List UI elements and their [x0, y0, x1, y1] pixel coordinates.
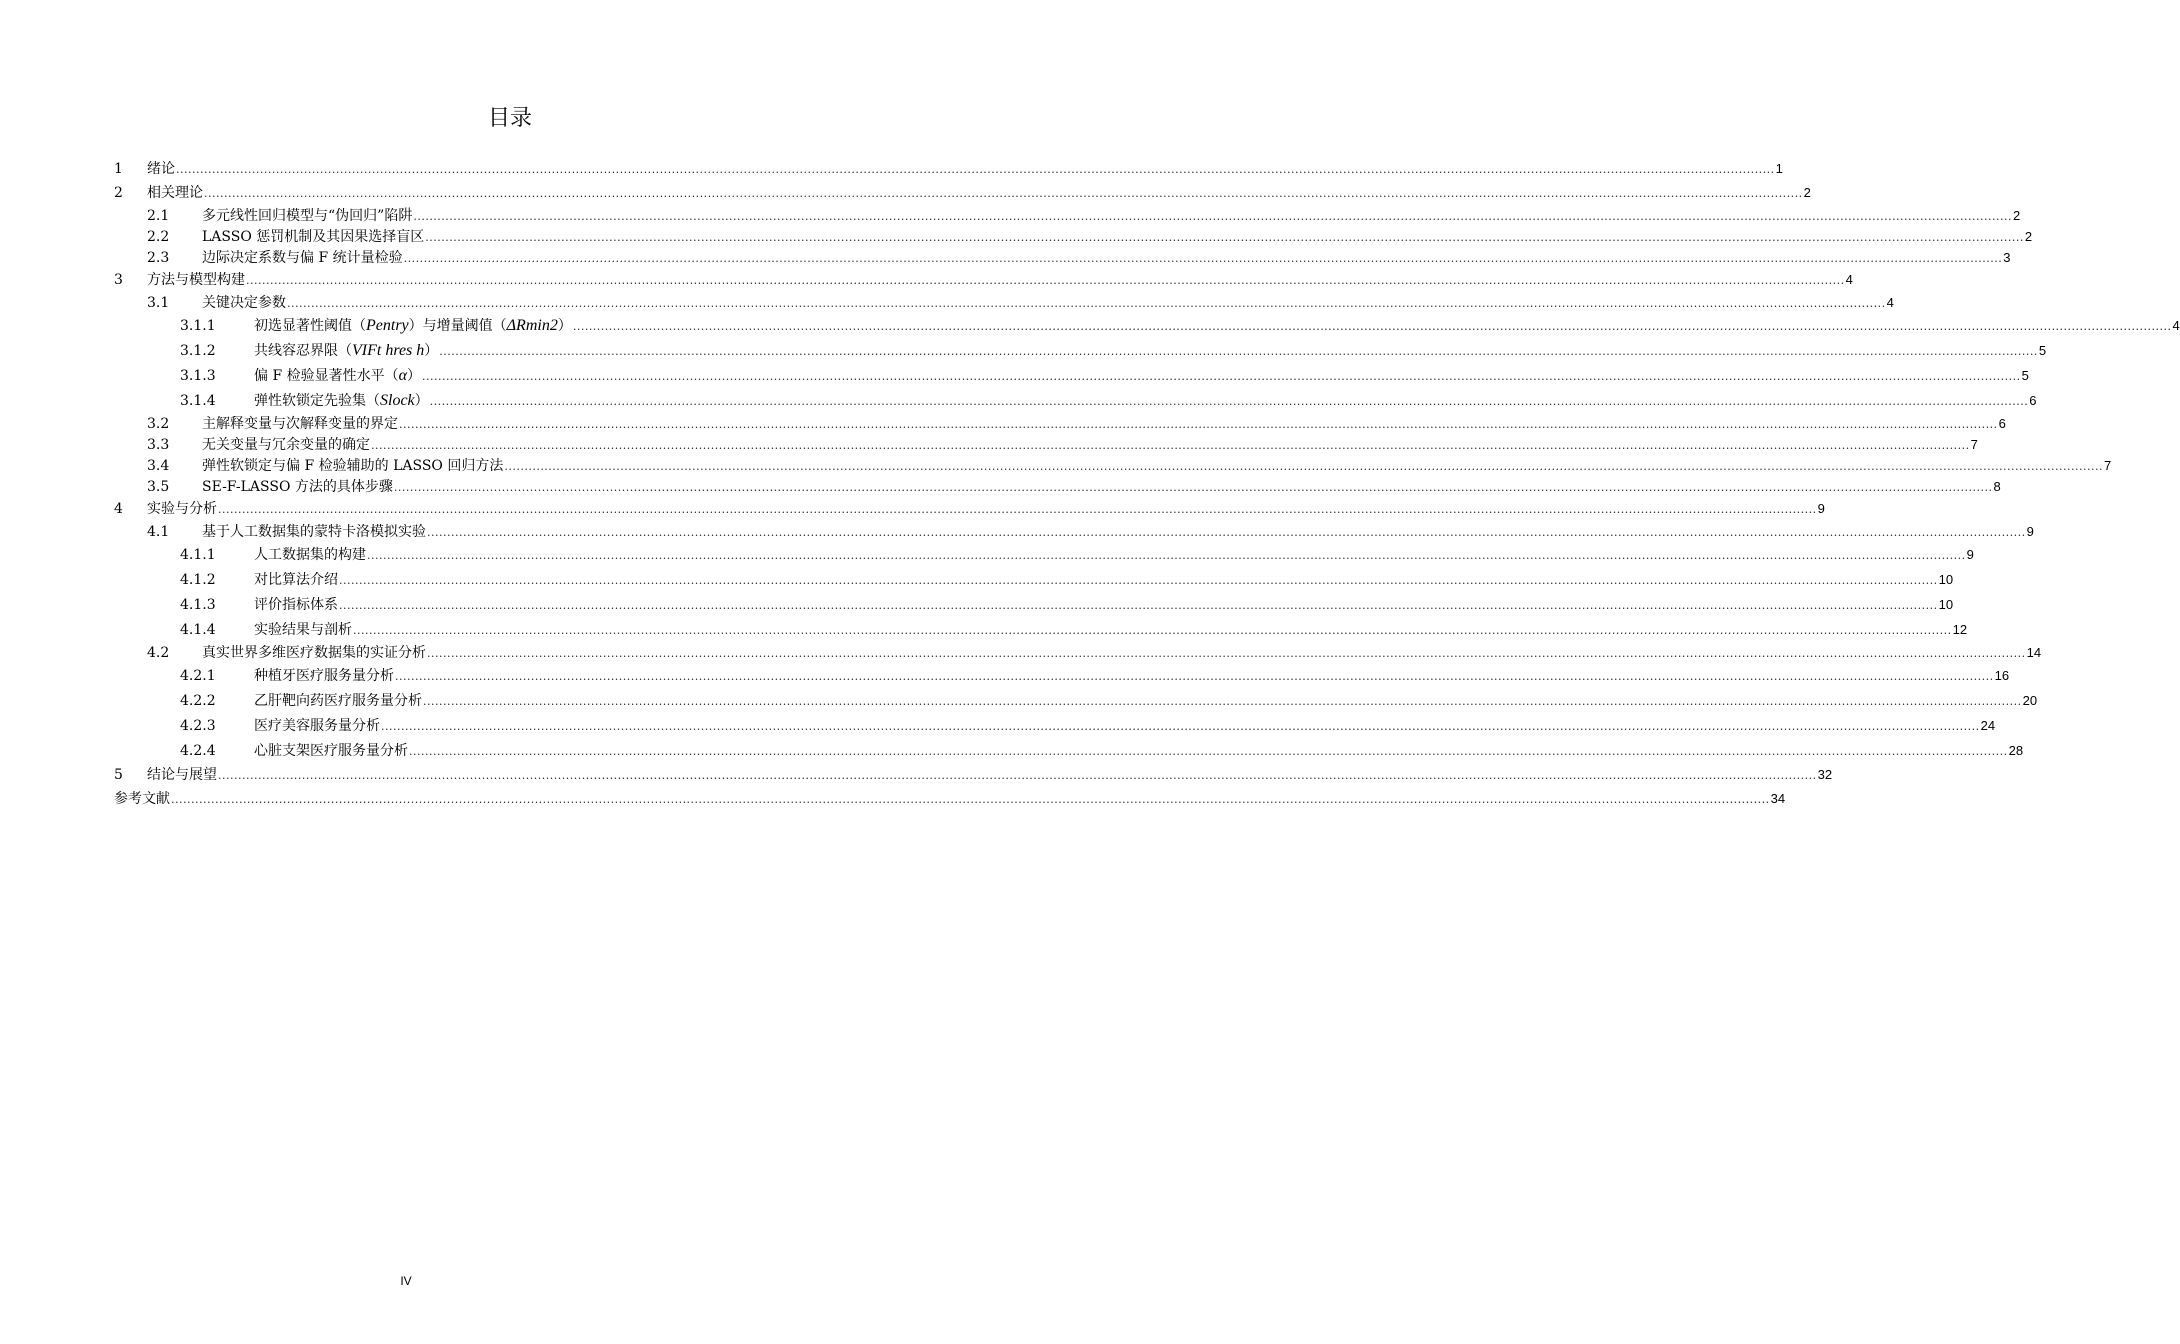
toc-entry-title: 多元线性回归模型与“伪回归”陷阱 — [202, 208, 413, 224]
toc-entry[interactable] — [114, 268, 1853, 292]
toc-entry[interactable] — [114, 476, 2001, 497]
toc-entry-title: 主解释变量与次解释变量的界定 — [202, 416, 398, 432]
toc-page-number: 4 — [2172, 318, 2180, 333]
toc-entry-number: 3 — [114, 272, 123, 288]
toc-entry-title: 实验结果与剖析 — [254, 622, 352, 638]
toc-title-part: 共线容忍界限（ — [254, 343, 352, 359]
toc-page-number: 14 — [2026, 645, 2042, 660]
toc-page-number: 5 — [2038, 343, 2047, 358]
toc-entry[interactable] — [114, 363, 2029, 388]
toc-dot-leader: ................................................................................................................................................................................................................................................................................................................................................................................................................ — [422, 370, 2021, 383]
toc-math-symbol: α — [398, 367, 408, 384]
toc-entry-title: 结论与展望 — [147, 767, 217, 783]
toc-dot-leader: ................................................................................................................................................................................................................................................................................................................................................................................................................ — [439, 345, 2038, 358]
toc-entry[interactable] — [114, 434, 1978, 455]
toc-math-symbol: Pentry — [366, 317, 409, 334]
toc-page-number: 16 — [1994, 668, 2010, 683]
toc-math-symbol: ΔRmin2 — [506, 317, 558, 334]
toc-page-number: 24 — [1980, 718, 1996, 733]
toc-entry-number: 4.2.2 — [180, 693, 216, 709]
toc-entry[interactable] — [114, 688, 2038, 713]
toc-dot-leader: ................................................................................................................................................................................................................................................................................................................................................................................................................ — [171, 793, 1770, 806]
toc-entry-number: 4.2.3 — [180, 718, 216, 734]
toc-page-number: 12 — [1952, 622, 1968, 637]
toc-entry[interactable] — [114, 181, 1811, 205]
toc-dot-leader: ................................................................................................................................................................................................................................................................................................................................................................................................................ — [218, 769, 1817, 782]
toc-page-number: 9 — [2026, 524, 2034, 539]
toc-entry[interactable] — [114, 617, 1968, 642]
toc-entry-title: 医疗美容服务量分析 — [254, 718, 380, 734]
toc-entry[interactable] — [114, 521, 2034, 542]
toc-page-number: 1 — [1775, 161, 1783, 176]
toc-entry-number: 4.1.3 — [180, 597, 216, 613]
toc-entry-title: 方法与模型构建 — [147, 272, 245, 288]
toc-entry-title: 实验与分析 — [147, 501, 217, 517]
toc-entry-title: 弹性软锁定与偏 F 检验辅助的 LASSO 回归方法 — [202, 458, 504, 474]
toc-entry-number: 5 — [114, 767, 123, 783]
toc-entry-number: 3.1.4 — [180, 393, 216, 409]
toc-entry-number: 1 — [114, 161, 123, 177]
toc-entry-number: 3.3 — [147, 437, 170, 453]
toc-title-part: ） — [407, 368, 422, 384]
toc-page-number: 6 — [2029, 393, 2037, 408]
toc-entry-title: 边际决定系数与偏 F 统计量检验 — [202, 250, 403, 266]
toc-dot-leader: ................................................................................................................................................................................................................................................................................................................................................................................................................ — [218, 503, 1817, 516]
toc-entry[interactable] — [114, 542, 1974, 567]
toc-entry-title: 乙肝靶向药医疗服务量分析 — [254, 693, 422, 709]
toc-page-number: 4 — [1845, 272, 1853, 287]
toc-entry[interactable] — [114, 763, 1833, 787]
toc-entry-number: 3.1 — [147, 295, 170, 311]
toc-entry-title — [254, 313, 572, 339]
toc-page-number: 9 — [1966, 547, 1974, 562]
toc-dot-leader: ................................................................................................................................................................................................................................................................................................................................................................................................................ — [395, 670, 1994, 683]
toc-page-number: 2 — [2024, 229, 2033, 244]
toc-entry[interactable] — [114, 642, 2042, 663]
toc-title-part: 偏 F 检验显著性水平（ — [254, 368, 399, 384]
toc-math-symbol: VIFt hres h — [352, 342, 425, 359]
toc-page-number: 3 — [2003, 250, 2011, 265]
toc-entry[interactable] — [114, 413, 2006, 434]
toc-dot-leader: ................................................................................................................................................................................................................................................................................................................................................................................................................ — [287, 297, 1886, 310]
toc-entry[interactable] — [114, 157, 1783, 181]
toc-dot-leader: ................................................................................................................................................................................................................................................................................................................................................................................................................ — [572, 320, 2172, 333]
toc-entry-title: 种植牙医疗服务量分析 — [254, 668, 394, 684]
toc-page-number: 8 — [1993, 479, 2001, 494]
toc-entry-title: 参考文献 — [114, 791, 170, 807]
toc-entry-number: 3.1.2 — [180, 343, 216, 359]
toc-entry-number: 4.2 — [147, 645, 170, 661]
toc-entry-title: 相关理论 — [147, 185, 203, 201]
toc-entry-number: 3.1.3 — [180, 368, 216, 384]
toc-dot-leader: ................................................................................................................................................................................................................................................................................................................................................................................................................ — [425, 231, 2024, 244]
toc-entry-number: 3.4 — [147, 458, 170, 474]
toc-entry[interactable] — [114, 338, 2047, 363]
toc-entry[interactable] — [114, 497, 1825, 521]
toc-entry[interactable] — [114, 713, 1996, 738]
toc-entry-number: 4.2.4 — [180, 743, 216, 759]
toc-dot-leader: ................................................................................................................................................................................................................................................................................................................................................................................................................ — [427, 526, 2026, 539]
toc-page-number: 10 — [1938, 572, 1954, 587]
toc-title-part: ） — [414, 393, 429, 409]
toc-page-number: 2 — [2012, 208, 2021, 223]
toc-page-number: 4 — [1886, 295, 1894, 310]
toc-entry[interactable] — [114, 313, 2180, 338]
toc-page-number: 10 — [1938, 597, 1954, 612]
toc-entry-number: 3.5 — [147, 479, 170, 495]
toc-page-number: 7 — [2103, 458, 2112, 473]
toc-page-number: 20 — [2022, 693, 2038, 708]
toc-entry[interactable] — [114, 738, 2024, 763]
toc-dot-leader: ................................................................................................................................................................................................................................................................................................................................................................................................................ — [399, 418, 1998, 431]
toc-dot-leader: ................................................................................................................................................................................................................................................................................................................................................................................................................ — [339, 599, 1938, 612]
toc-entry-title: 基于人工数据集的蒙特卡洛模拟实验 — [202, 524, 426, 540]
toc-title-part: ）与增量阈值（ — [408, 318, 507, 334]
toc-entry[interactable] — [114, 663, 2010, 688]
toc-entry-number: 2 — [114, 185, 123, 201]
toc-dot-leader: ................................................................................................................................................................................................................................................................................................................................................................................................................ — [429, 395, 2029, 408]
toc-entry[interactable] — [114, 388, 2037, 413]
toc-entry-number: 4.1.4 — [180, 622, 216, 638]
toc-math-symbol: Slock — [380, 392, 415, 409]
page-title: 目录 — [487, 106, 532, 131]
toc-entry-number: 3.2 — [147, 416, 170, 432]
toc-dot-leader: ................................................................................................................................................................................................................................................................................................................................................................................................................ — [246, 274, 1845, 287]
toc-entry-title — [254, 363, 421, 389]
toc-entry-number: 4.1.1 — [180, 547, 216, 563]
toc-entry[interactable] — [114, 455, 2112, 476]
toc-entry-number: 3.1.1 — [180, 318, 216, 334]
toc-entry[interactable] — [114, 592, 1954, 617]
toc-page-number: 5 — [2021, 368, 2029, 383]
toc-title-part: ） — [424, 343, 439, 359]
toc-dot-leader: ................................................................................................................................................................................................................................................................................................................................................................................................................ — [339, 574, 1938, 587]
toc-entry-title: 关键决定参数 — [202, 295, 286, 311]
toc-entry-title: 绪论 — [147, 161, 175, 177]
toc-dot-leader: ................................................................................................................................................................................................................................................................................................................................................................................................................ — [423, 695, 2022, 708]
toc-entry[interactable] — [114, 292, 1894, 313]
toc-entry-title: 无关变量与冗余变量的确定 — [202, 437, 370, 453]
page-number-footer: IV — [400, 1274, 412, 1288]
toc-dot-leader: ................................................................................................................................................................................................................................................................................................................................................................................................................ — [371, 439, 1970, 452]
toc-page-number: 7 — [1970, 437, 1978, 452]
toc-entry[interactable] — [114, 567, 1954, 592]
toc-entry-title: 人工数据集的构建 — [254, 547, 366, 563]
toc-dot-leader: ................................................................................................................................................................................................................................................................................................................................................................................................................ — [381, 720, 1980, 733]
toc-title-part: 弹性软锁定先验集（ — [254, 393, 380, 409]
toc-dot-leader: ................................................................................................................................................................................................................................................................................................................................................................................................................ — [403, 252, 2003, 265]
toc-page-number: 34 — [1770, 791, 1786, 806]
toc-entry-number: 4.2.1 — [180, 668, 216, 684]
toc-entry[interactable] — [114, 247, 2011, 268]
toc-entry-number: 2.2 — [147, 229, 170, 245]
table-of-contents — [114, 157, 2180, 811]
toc-page-number: 2 — [1803, 185, 1811, 200]
toc-entry-number: 4.1 — [147, 524, 170, 540]
toc-title-part: ） — [557, 318, 572, 334]
toc-dot-leader: ................................................................................................................................................................................................................................................................................................................................................................................................................ — [204, 187, 1803, 200]
toc-entry-number: 2.3 — [147, 250, 170, 266]
toc-dot-leader: ................................................................................................................................................................................................................................................................................................................................................................................................................ — [367, 549, 1966, 562]
toc-entry-title: 真实世界多维医疗数据集的实证分析 — [202, 645, 426, 661]
toc-entry-number: 4 — [114, 501, 123, 517]
toc-entry[interactable] — [114, 226, 2033, 247]
toc-entry-title: 心脏支架医疗服务量分析 — [254, 743, 408, 759]
toc-page-number: 6 — [1998, 416, 2006, 431]
toc-page-number: 32 — [1817, 767, 1833, 782]
toc-entry-title: 对比算法介绍 — [254, 572, 338, 588]
toc-dot-leader: ................................................................................................................................................................................................................................................................................................................................................................................................................ — [353, 624, 1952, 637]
toc-title-part: 初选显著性阈值（ — [254, 318, 366, 334]
toc-entry[interactable] — [114, 787, 1786, 811]
toc-entry-title: LASSO 惩罚机制及其因果选择盲区 — [202, 229, 425, 245]
toc-entry-title — [254, 338, 438, 364]
toc-entry-title: SE-F-LASSO 方法的具体步骤 — [202, 479, 393, 495]
toc-entry-number: 4.1.2 — [180, 572, 216, 588]
toc-page-number: 9 — [1817, 501, 1825, 516]
toc-dot-leader: ................................................................................................................................................................................................................................................................................................................................................................................................................ — [413, 210, 2012, 223]
toc-dot-leader: ................................................................................................................................................................................................................................................................................................................................................................................................................ — [176, 163, 1775, 176]
toc-dot-leader: ................................................................................................................................................................................................................................................................................................................................................................................................................ — [409, 745, 2008, 758]
toc-dot-leader: ................................................................................................................................................................................................................................................................................................................................................................................................................ — [504, 460, 2103, 473]
toc-entry-number: 2.1 — [147, 208, 170, 224]
toc-entry-title — [254, 388, 429, 414]
toc-entry-title: 评价指标体系 — [254, 597, 338, 613]
toc-page-number: 28 — [2008, 743, 2024, 758]
toc-entry[interactable] — [114, 205, 2021, 226]
toc-dot-leader: ................................................................................................................................................................................................................................................................................................................................................................................................................ — [393, 481, 1993, 494]
toc-dot-leader: ................................................................................................................................................................................................................................................................................................................................................................................................................ — [427, 647, 2026, 660]
